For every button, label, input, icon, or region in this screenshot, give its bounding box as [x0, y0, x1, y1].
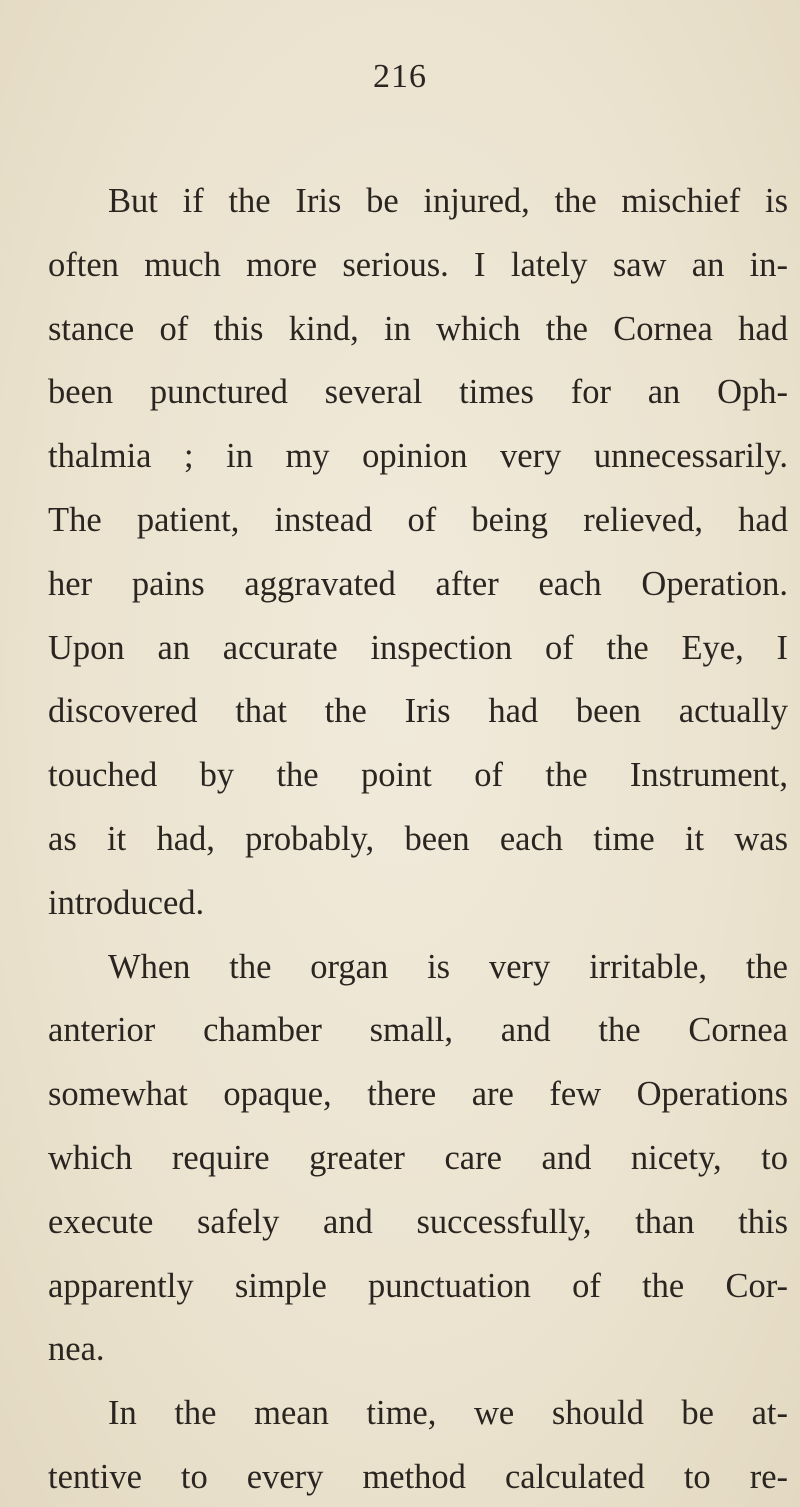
text-line: tentive to every method calculated to re- [48, 1458, 788, 1496]
text-line: In the mean time, we should be at- [108, 1394, 788, 1432]
text-line: The patient, instead of being relieved, had [48, 501, 788, 539]
text-line: introduced. [48, 884, 205, 922]
text-line: somewhat opaque, there are few Operations [48, 1075, 788, 1113]
text-line: which require greater care and nicety, to [48, 1139, 788, 1177]
text-line: nea. [48, 1330, 105, 1368]
text-line: anterior chamber small, and the Cornea [48, 1011, 788, 1049]
text-line: thalmia ; in my opinion very unnecessarily. [48, 437, 788, 475]
text-line: stance of this kind, in which the Cornea had [48, 310, 788, 348]
text-line: But if the Iris be injured, the mischief is [108, 182, 788, 220]
page-number: 216 [373, 58, 427, 95]
text-line: been punctured several times for an Oph- [48, 373, 788, 411]
text-line: apparently simple punctuation of the Cor- [48, 1267, 788, 1305]
text-line: discovered that the Iris had been actually [48, 692, 788, 730]
text-line: her pains aggravated after each Operation. [48, 565, 788, 603]
text-line: Upon an accurate inspection of the Eye, I [48, 629, 788, 667]
text-line: When the organ is very irritable, the [108, 948, 788, 986]
text-line: execute safely and successfully, than this [48, 1203, 788, 1241]
text-line: often much more serious. I lately saw an in- [48, 246, 788, 284]
text-line: as it had, probably, been each time it was [48, 820, 788, 858]
text-line: touched by the point of the Instrument, [48, 756, 788, 794]
